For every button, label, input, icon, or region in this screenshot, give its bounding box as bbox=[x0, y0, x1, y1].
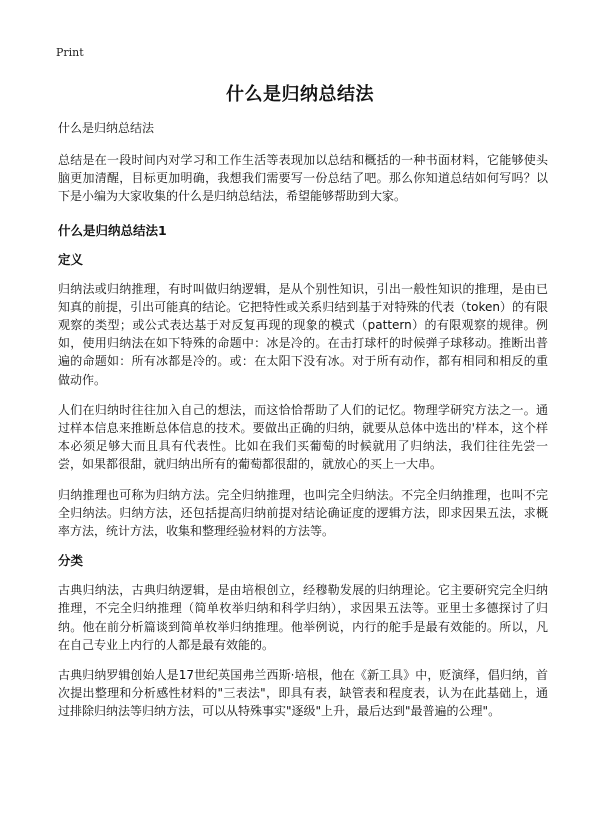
classification-heading: 分类 bbox=[58, 553, 84, 569]
definition-paragraph-3: 归纳推理也可称为归纳方法。完全归纳推理，也叫完全归纳法。不完全归纳推理，也叫不完全归纳法。归纳方法，还包括提高归纳前提对结论确证度的逻辑方法，即求因果五法，求概率方法，统计方法，收集和整理经验材料的方法等。 bbox=[58, 487, 548, 539]
definition-paragraph-2: 人们在归纳时往往加入自己的想法，而这恰恰帮助了人们的记忆。物理学研究方法之一。通过样本信息来推断总体信息的技术。要做出正确的归纳，就要从总体中选出的'样本，这个样本必须足够大而且具有代表性。比如在我们买葡萄的时候就用了归纳法，我们往往先尝一尝，如果都很甜，就归纳出所有的葡萄都很甜的，就放心的买上一大串。 bbox=[58, 402, 548, 472]
classification-paragraph-1: 古典归纳法，古典归纳逻辑，是由培根创立，经穆勒发展的归纳理论。它主要研究完全归纳推理，不完全归纳推理（简单枚举归纳和科学归纳），求因果五法等。亚里士多德探讨了归纳。他在前分析篇谈到简单枚举归纳推理。他举例说，内行的舵手是最有效能的。所以，凡在自己专业上内行的人都是最有效能的。 bbox=[58, 583, 548, 652]
article-subtitle: 什么是归纳总结法 bbox=[58, 121, 155, 135]
definition-paragraph-1: 归纳法或归纳推理，有时叫做归纳逻辑，是从个别性知识，引出一般性知识的推理，是由已知真的前提，引出可能真的结论。它把特性或关系归结到基于对特殊的代表（token）的有限观察的类型；或公式表达基于对反复再现的现象的模式（pattern）的有限观察的规律。例如，使用归纳法在如下特殊的命题中：冰是冷的。在击打球杆的时候弹子球移动。推断出普遍的命题如：所有冰都是冷的。或：在太阳下没有冰。对于所有动作，都有相同和相反的重做动作。 bbox=[58, 281, 548, 387]
definition-heading: 定义 bbox=[58, 251, 84, 267]
article-body bbox=[58, 120, 548, 733]
intro-paragraph: 总结是在一段时间内对学习和工作生活等表现加以总结和概括的一种书面材料，它能够使头脑更加清醒，目标更加明确，我想我们需要写一份总结了吧。那么你知道总结如何写吗？以下是小编为大家收集的什么是归纳总结法，希望能够帮助到大家。 bbox=[58, 153, 548, 204]
section-heading: 什么是归纳总结法1 bbox=[58, 222, 167, 238]
classification-paragraph-2: 古典归纳罗辑创始人是17世纪英国弗兰西斯·培根，他在《新工具》中，贬演绎，倡归纳，首次提出整理和分析感性材料的"三表法"，即具有表，缺管表和程度表，认为在此基础上，通过排除归纳法等归纳方法，可以从特殊事实"逐级"上升，最后达到"最普遍的公理"。 bbox=[58, 668, 548, 719]
print-link[interactable]: Print bbox=[56, 46, 84, 59]
page-title: 什么是归纳总结法 bbox=[226, 84, 374, 105]
